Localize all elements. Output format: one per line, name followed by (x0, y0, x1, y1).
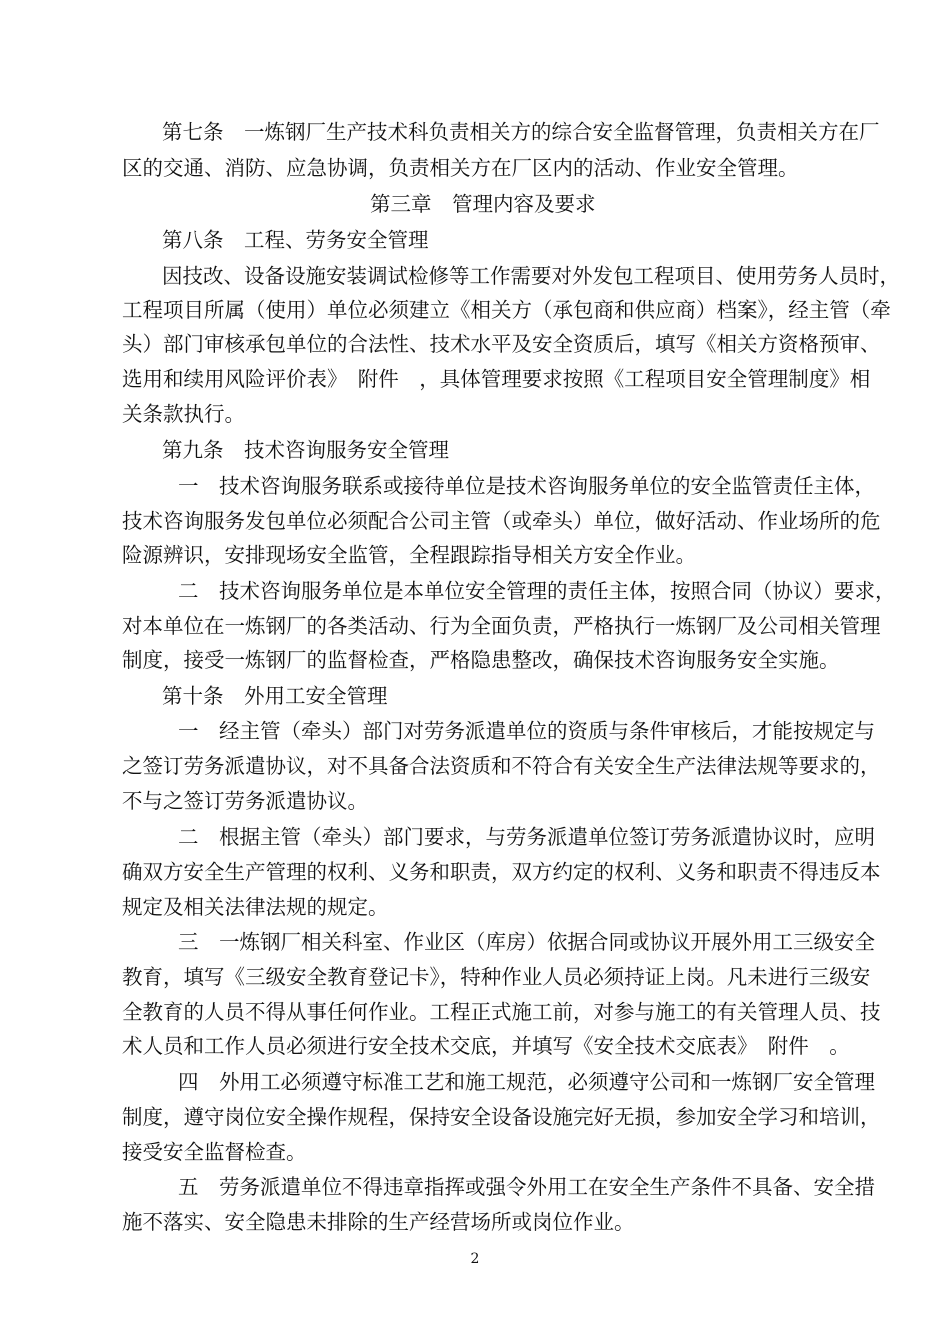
text-line: 一 技术咨询服务联系或接待单位是技术咨询服务单位的安全监管责任主体， (178, 474, 875, 498)
article-heading: 第九条 技术咨询服务安全管理 (162, 438, 449, 462)
text-line: 确双方安全生产管理的权利、义务和职责，双方约定的权利、义务和职责不得违反本 (122, 860, 881, 884)
text-line: 一 经主管（牵头）部门对劳务派遣单位的资质与条件审核后，才能按规定与 (178, 719, 875, 743)
text-line: 因技改、设备设施安装调试检修等工作需要对外发包工程项目、使用劳务人员时， (162, 264, 900, 288)
text-line: 全教育的人员不得从事任何作业。工程正式施工前，对参与施工的有关管理人员、技 (122, 1000, 881, 1024)
text-line: 四 外用工必须遵守标准工艺和施工规范，必须遵守公司和一炼钢厂安全管理 (178, 1070, 875, 1094)
chapter-heading: 第三章 管理内容及要求 (370, 192, 596, 216)
text-line: 教育，填写《三级安全教育登记卡》，特种作业人员必须持证上岗。凡未进行三级安 (122, 965, 871, 989)
article-heading: 第十条 外用工安全管理 (162, 684, 388, 708)
text-line: 头）部门审核承包单位的合法性、技术水平及安全资质后，填写《相关方资格预审、 (122, 332, 881, 356)
text-line: 规定及相关法律法规的规定。 (122, 895, 389, 919)
article-heading: 第八条 工程、劳务安全管理 (162, 228, 429, 252)
page-number: 2 (470, 1251, 480, 1267)
text-line: 制度，接受一炼钢厂的监督检查，严格隐患整改，确保技术咨询服务安全实施。 (122, 648, 840, 672)
text-line: 二 技术咨询服务单位是本单位安全管理的责任主体，按照合同（协议）要求， (178, 579, 896, 603)
text-line: 选用和续用风险评价表》 附件 ，具体管理要求按照《工程项目安全管理制度》相 (122, 367, 871, 391)
text-line: 关条款执行。 (122, 402, 245, 426)
text-line: 对本单位在一炼钢厂的各类活动、行为全面负责，严格执行一炼钢厂及公司相关管理 (122, 614, 881, 638)
text-line: 第七条 一炼钢厂生产技术科负责相关方的综合安全监督管理，负责相关方在厂 (162, 120, 880, 144)
text-line: 二 根据主管（牵头）部门要求，与劳务派遣单位签订劳务派遣协议时，应明 (178, 825, 875, 849)
text-line: 制度，遵守岗位安全操作规程，保持安全设备设施完好无损，参加安全学习和培训， (122, 1105, 881, 1129)
text-line: 工程项目所属（使用）单位必须建立《相关方（承包商和供应商）档案》，经主管（牵 (122, 298, 891, 322)
text-line: 区的交通、消防、应急协调，负责相关方在厂区内的活动、作业安全管理。 (122, 156, 799, 180)
text-line: 接受安全监督检查。 (122, 1140, 307, 1164)
text-line: 施不落实、安全隐患未排除的生产经营场所或岗位作业。 (122, 1210, 635, 1234)
text-line: 不与之签订劳务派遣协议。 (122, 789, 368, 813)
text-line: 术人员和工作人员必须进行安全技术交底，并填写《安全技术交底表》 附件 。 (122, 1034, 850, 1058)
text-line: 技术咨询服务发包单位必须配合公司主管（或牵头）单位，做好活动、作业场所的危 (122, 509, 881, 533)
text-line: 五 劳务派遣单位不得违章指挥或强令外用工在安全生产条件不具备、安全措 (178, 1175, 875, 1199)
text-line: 险源辨识，安排现场安全监管，全程跟踪指导相关方安全作业。 (122, 543, 696, 567)
text-line: 之签订劳务派遣协议，对不具备合法资质和不符合有关安全生产法律法规等要求的， (122, 754, 881, 778)
text-line: 三 一炼钢厂相关科室、作业区（库房）依据合同或协议开展外用工三级安全 (178, 930, 875, 954)
